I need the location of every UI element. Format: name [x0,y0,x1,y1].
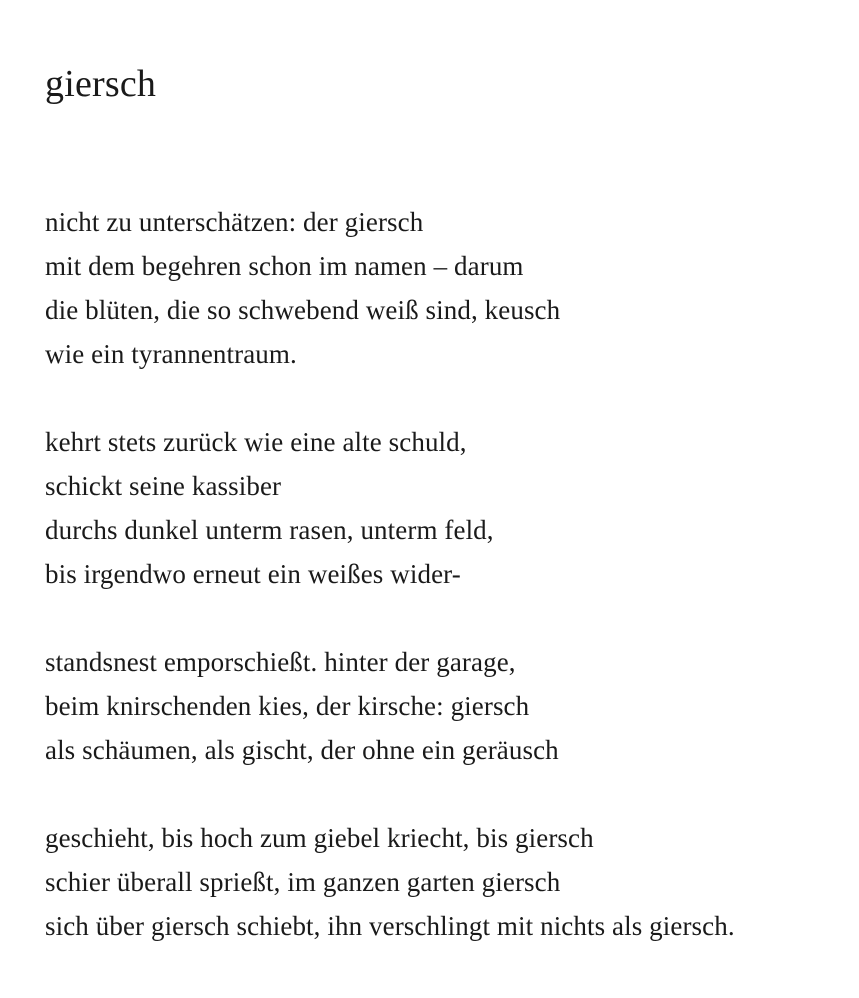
poem-line: die blüten, die so schwebend weiß sind, keusch [45,295,561,325]
stanza-3 [45,640,845,772]
stanza-1 [45,200,845,376]
poem-line: nicht zu unterschätzen: der giersch [45,207,424,237]
poem-line: schickt seine kassiber [45,471,282,501]
poem-body [45,200,845,992]
poem-line: bis irgendwo erneut ein weißes wider- [45,559,461,589]
poem-line: durchs dunkel unterm rasen, unterm feld, [45,515,494,545]
poem-line: mit dem begehren schon im namen – darum [45,251,524,281]
poem-line: schier überall sprießt, im ganzen garten giersch [45,867,561,897]
poem-line: sich über giersch schiebt, ihn verschlingt mit nichts als giersch. [45,911,735,941]
poem-line: standsnest emporschießt. hinter der garage, [45,647,516,677]
poem-line: wie ein tyrannentraum. [45,339,297,369]
stanza-4 [45,816,845,948]
poem-line: als schäumen, als gischt, der ohne ein geräusch [45,735,559,765]
stanza-2 [45,420,845,596]
poem-line: beim knirschenden kies, der kirsche: giersch [45,691,530,721]
poem-line: kehrt stets zurück wie eine alte schuld, [45,427,467,457]
poem-line: geschieht, bis hoch zum giebel kriecht, bis giersch [45,823,594,853]
poem-title: giersch [45,63,157,105]
